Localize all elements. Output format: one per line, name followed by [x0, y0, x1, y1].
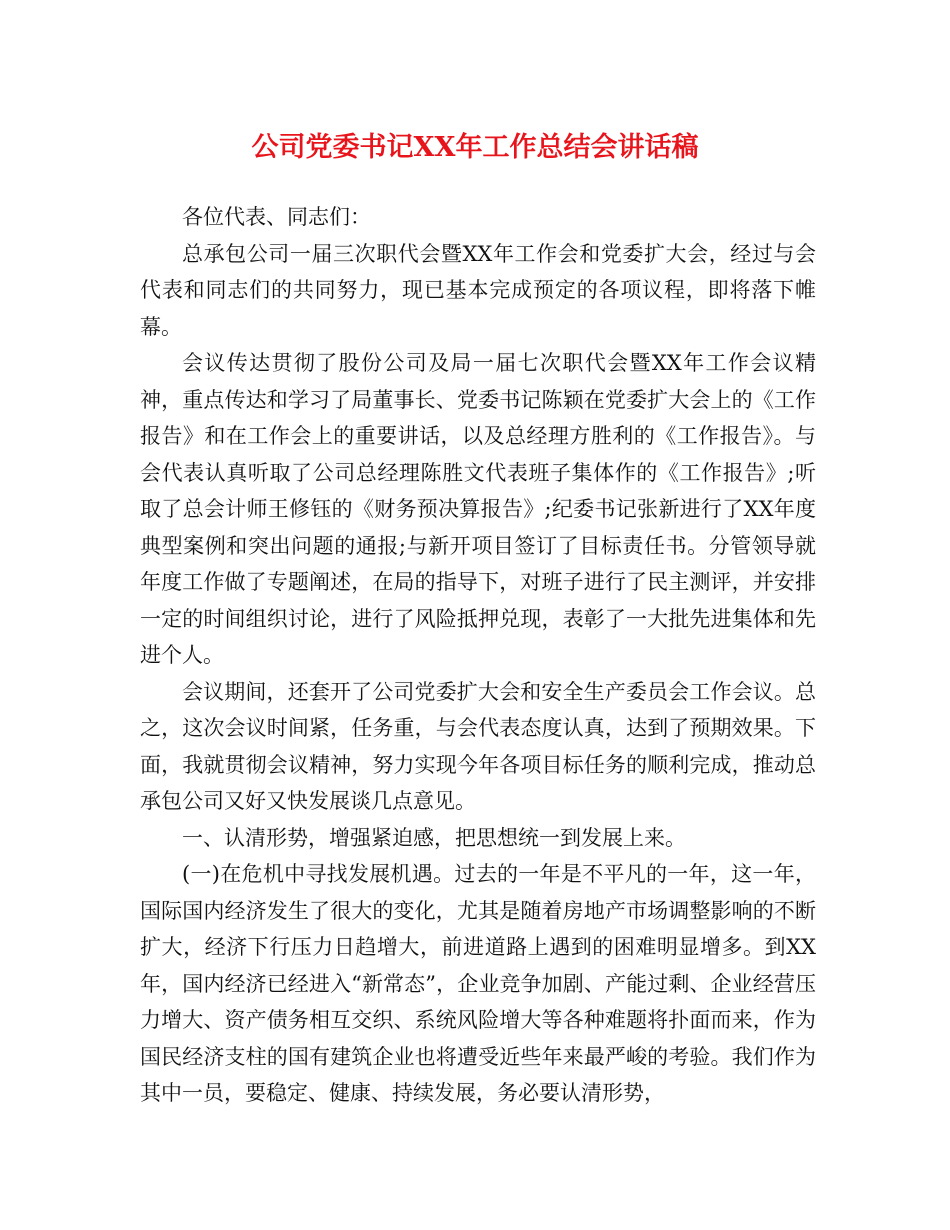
paragraph: (一)在危机中寻找发展机遇。过去的一年是不平凡的一年，这一年，国际国内经济发生了很大的变化，尤其是随着房地产市场调整影响的不断扩大，经济下行压力日趋增大，前进道路上遇到的困难明显增多。到XX年，国内经济已经进入“新常态”，企业竞争加剧、产能过剩、企业经营压力增大、资产债务相互交织、系统风险增大等各种难题将扑面而来，作为国民经济支柱的国有建筑企业也将遭受近些年来最严峻的考验。我们作为其中一员，要稳定、健康、持续发展，务必要认清形势，	[140, 862, 816, 1105]
document-body	[140, 199, 816, 1112]
document-title: 公司党委书记XX年工作总结会讲话稿	[251, 132, 699, 163]
paragraph: 会议传达贯彻了股份公司及局一届七次职代会暨XX年工作会议精神，重点传达和学习了局董事长、党委书记陈颖在党委扩大会上的《工作报告》和在工作会上的重要讲话，以及总经理方胜利的《工作报告》。与会代表认真听取了公司总经理陈胜文代表班子集体作的《工作报告》;听取了总会计师王修钰的《财务预决算报告》;纪委书记张新进行了XX年度典型案例和突出问题的通报;与新开项目签订了目标责任书。分管领导就年度工作做了专题阐述，在局的指导下，对班子进行了民主测评，并安排一定的时间组织讨论，进行了风险抵押兑现，表彰了一大批先进集体和先进个人。	[140, 351, 816, 667]
section-heading: 一、认清形势，增强紧迫感，把思想统一到发展上来。	[182, 825, 686, 850]
paragraph-salutation: 各位代表、同志们：	[182, 205, 371, 229]
paragraph: 会议期间，还套开了公司党委扩大会和安全生产委员会工作会议。总之，这次会议时间紧，任务重，与会代表态度认真，达到了预期效果。下面，我就贯彻会议精神，努力实现今年各项目标任务的顺利完成，推动总承包公司又好又快发展谈几点意见。	[140, 679, 816, 813]
paragraph: 总承包公司一届三次职代会暨XX年工作会和党委扩大会，经过与会代表和同志们的共同努力，现已基本完成预定的各项议程，即将落下帷幕。	[140, 241, 816, 339]
